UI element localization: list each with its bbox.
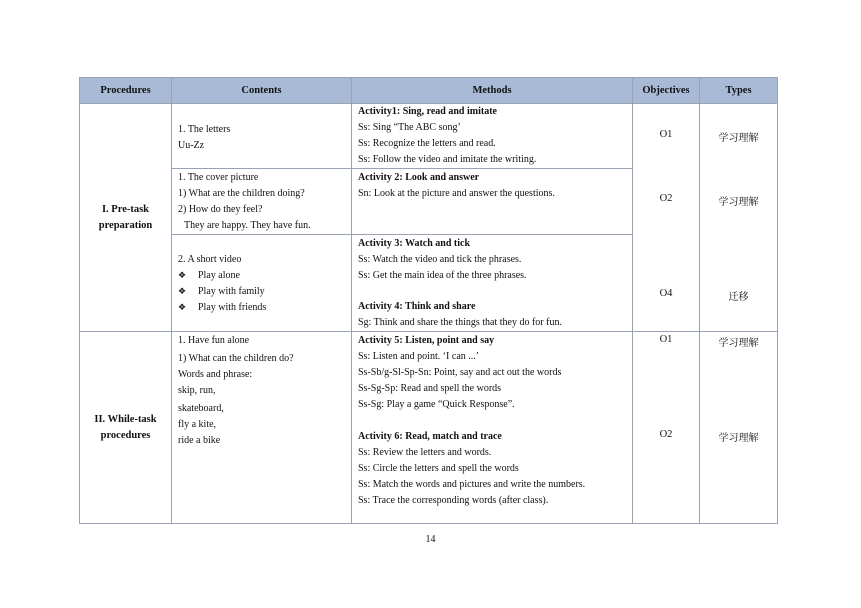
objective-label: O2 [659,193,673,204]
header-objectives: Objectives [633,78,700,104]
method-line: Ss: Match the words and pictures and write the numbers. [358,479,586,490]
bullet-item [178,300,346,316]
methods-cell [352,235,633,332]
contents-cell [172,235,352,332]
page-number: 14 [425,534,436,545]
type-label: 学习理解 [718,133,759,144]
method-line: Ss: Follow the video and imitate the writing. [358,154,537,165]
objective-label: O4 [659,288,673,299]
content-line: They are happy. They have fun. [184,220,311,231]
table-row [80,104,778,169]
procedure-pre-task [80,104,172,332]
content-line: Words and phrase: [178,369,253,380]
methods-cell [352,332,633,524]
procedure-label: I. Pre-task preparation [98,203,153,231]
content-line: ride a bike [178,435,221,446]
content-line: 2. A short video [178,254,242,265]
method-line: Ss-Sb/g-Sl-Sp-Sn: Point, say and act out the words [358,367,562,378]
spacer [358,413,627,429]
activity-title: Activity 5: Listen, point and say [358,335,495,346]
content-line: 1. The cover picture [178,172,259,183]
content-line: 1. The letters [178,124,231,135]
method-line: Ss: Listen and point. ‘I can ...’ [358,351,480,362]
spacer [358,284,627,299]
diamond-bullet-icon: ❖ [178,271,187,281]
header-procedures: Procedures [80,78,172,104]
procedure-label: II. While-task procedures [94,413,157,441]
method-line: Ss-Sg-Sp: Read and spell the words [358,383,502,394]
objective-label: O2 [659,429,673,440]
method-line: Sg: Think and share the things that they do for fun. [358,317,562,328]
type-label: 迁移 [728,292,749,303]
method-line: Ss-Sg: Play a game “Quick Response”. [358,399,515,410]
header-types: Types [700,78,778,104]
contents-cell [172,104,352,169]
objectives-cell [633,332,700,524]
contents-cell [172,169,352,235]
procedure-while-task [80,332,172,524]
content-line: fly a kite, [178,419,217,430]
bullet-text: Play with family [198,286,265,297]
activity-title: Activity 2: Look and answer [358,172,480,183]
diamond-bullet-icon: ❖ [178,287,187,297]
table-row [80,332,778,524]
objectives-cell [633,104,700,332]
method-line: Ss: Watch the video and tick the phrases. [358,254,522,265]
header-contents: Contents [172,78,352,104]
method-line: Ss: Trace the corresponding words (after class). [358,495,549,506]
types-cell [700,332,778,524]
types-cell [700,104,778,332]
method-line: Ss: Review the letters and words. [358,447,492,458]
bullet-text: Play with friends [198,302,267,313]
bullet-item [178,284,346,300]
objective-label: O1 [659,129,673,140]
method-line: Ss: Get the main idea of the three phrases. [358,270,527,281]
method-line: Ss: Recognize the letters and read. [358,138,496,149]
objective-label: O1 [659,334,673,345]
type-label: 学习理解 [718,338,759,349]
content-line: skateboard, [178,403,224,414]
activity-title: Activity 6: Read, match and trace [358,431,502,442]
bullet-text: Play alone [198,270,240,281]
method-line: Ss: Circle the letters and spell the words [358,463,519,474]
activity-title: Activity 4: Think and share [358,301,476,312]
method-line: Ss: Sing “The ABC song’ [358,122,461,133]
type-label: 学习理解 [718,197,759,208]
lesson-plan-table [79,77,778,524]
method-line: Sn: Look at the picture and answer the questions. [358,188,555,199]
activity-title: Activity 3: Watch and tick [358,238,471,249]
methods-cell [352,104,633,169]
content-line: 1) What can the children do? [178,353,294,364]
content-line: Uu-Zz [178,140,205,151]
header-methods: Methods [352,78,633,104]
methods-cell [352,169,633,235]
activity-title: Activity1: Sing, read and imitate [358,106,497,117]
diamond-bullet-icon: ❖ [178,303,187,313]
contents-cell [172,332,352,524]
type-label: 学习理解 [718,433,759,444]
header-row [80,78,778,104]
content-line: 1) What are the children doing? [178,188,305,199]
content-line: 1. Have fun alone [178,335,250,346]
content-line: 2) How do they feel? [178,204,263,215]
content-line: skip, run, [178,385,216,396]
bullet-item [178,268,346,284]
